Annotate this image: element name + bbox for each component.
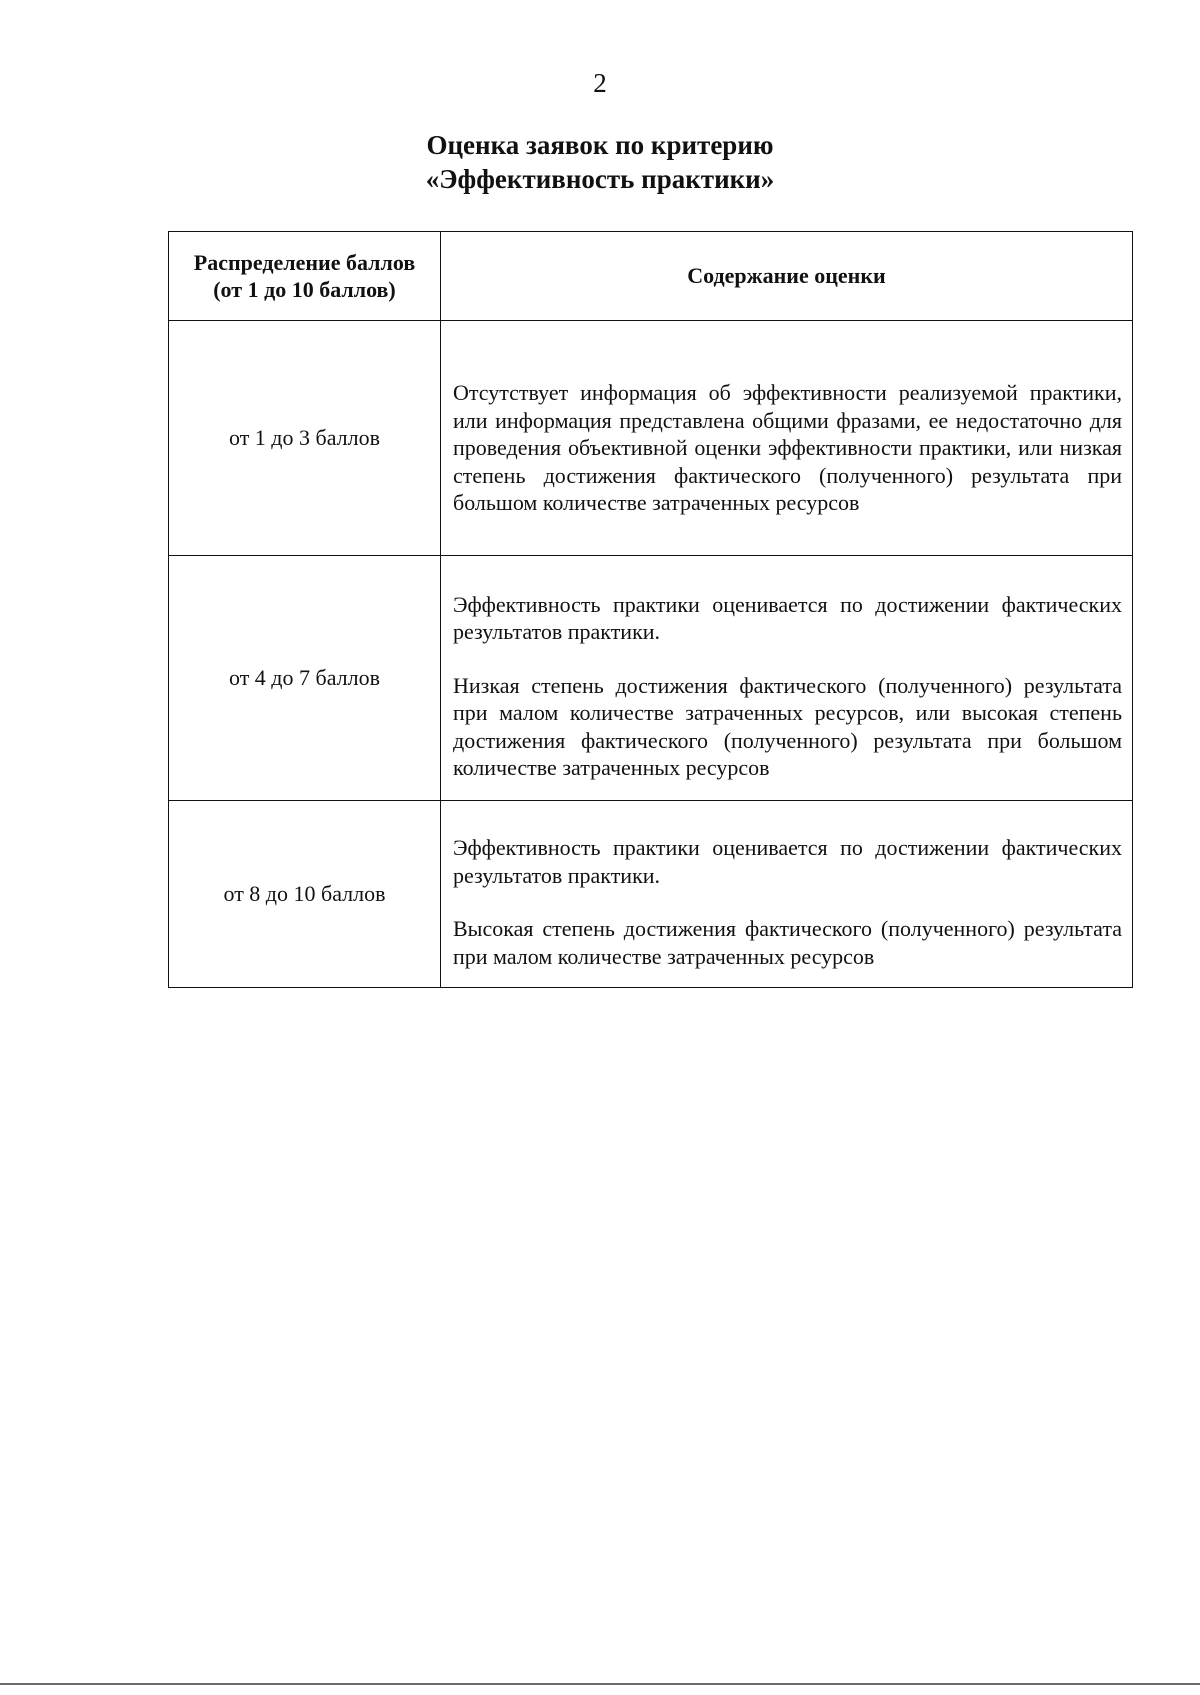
table-row — [169, 801, 1133, 988]
score-range-cell: от 4 до 7 баллов — [169, 556, 441, 801]
description-paragraph: Эффективность практики оценивается по достижении фактических результатов практики. — [453, 835, 1122, 888]
score-range-cell: от 8 до 10 баллов — [169, 801, 441, 988]
description-paragraph: Низкая степень достижения фактического (полученного) результата при малом количестве затраченных ресурсов, или высокая степень достижения фактического (полученного) результата при большом количестве затраченных ресурсов — [453, 672, 1122, 780]
page-number: 2 — [593, 68, 607, 98]
title-line-2: «Эффективность практики» — [425, 164, 775, 194]
header-score-line-1: Распределение баллов — [193, 249, 416, 275]
header-score-distribution — [169, 232, 441, 321]
title-line-1: Оценка заявок по критерию — [426, 130, 774, 160]
header-content: Содержание оценки — [441, 232, 1133, 321]
criteria-table — [168, 231, 1133, 988]
page-bottom-rule — [0, 1683, 1200, 1685]
table-row — [169, 556, 1133, 801]
score-range-cell: от 1 до 3 баллов — [169, 321, 441, 556]
document-title — [0, 128, 1200, 196]
table-header-row — [169, 232, 1133, 321]
description-paragraph: Отсутствует информация об эффективности реализуемой практики, или информация представлена общими фразами, ее недостаточно для проведения объективной оценки эффективности практики, или низкая степень достижения фактического (полученного) результата при большом количестве затраченных ресурсов — [453, 380, 1122, 516]
table-row — [169, 321, 1133, 556]
header-score-line-2: (от 1 до 10 баллов) — [213, 277, 396, 302]
description-cell — [441, 801, 1133, 988]
description-cell — [441, 556, 1133, 801]
description-paragraph: Высокая степень достижения фактического (полученного) результата при малом количестве затраченных ресурсов — [453, 916, 1122, 969]
description-cell — [441, 321, 1133, 556]
description-paragraph: Эффективность практики оценивается по достижении фактических результатов практики. — [453, 591, 1122, 644]
